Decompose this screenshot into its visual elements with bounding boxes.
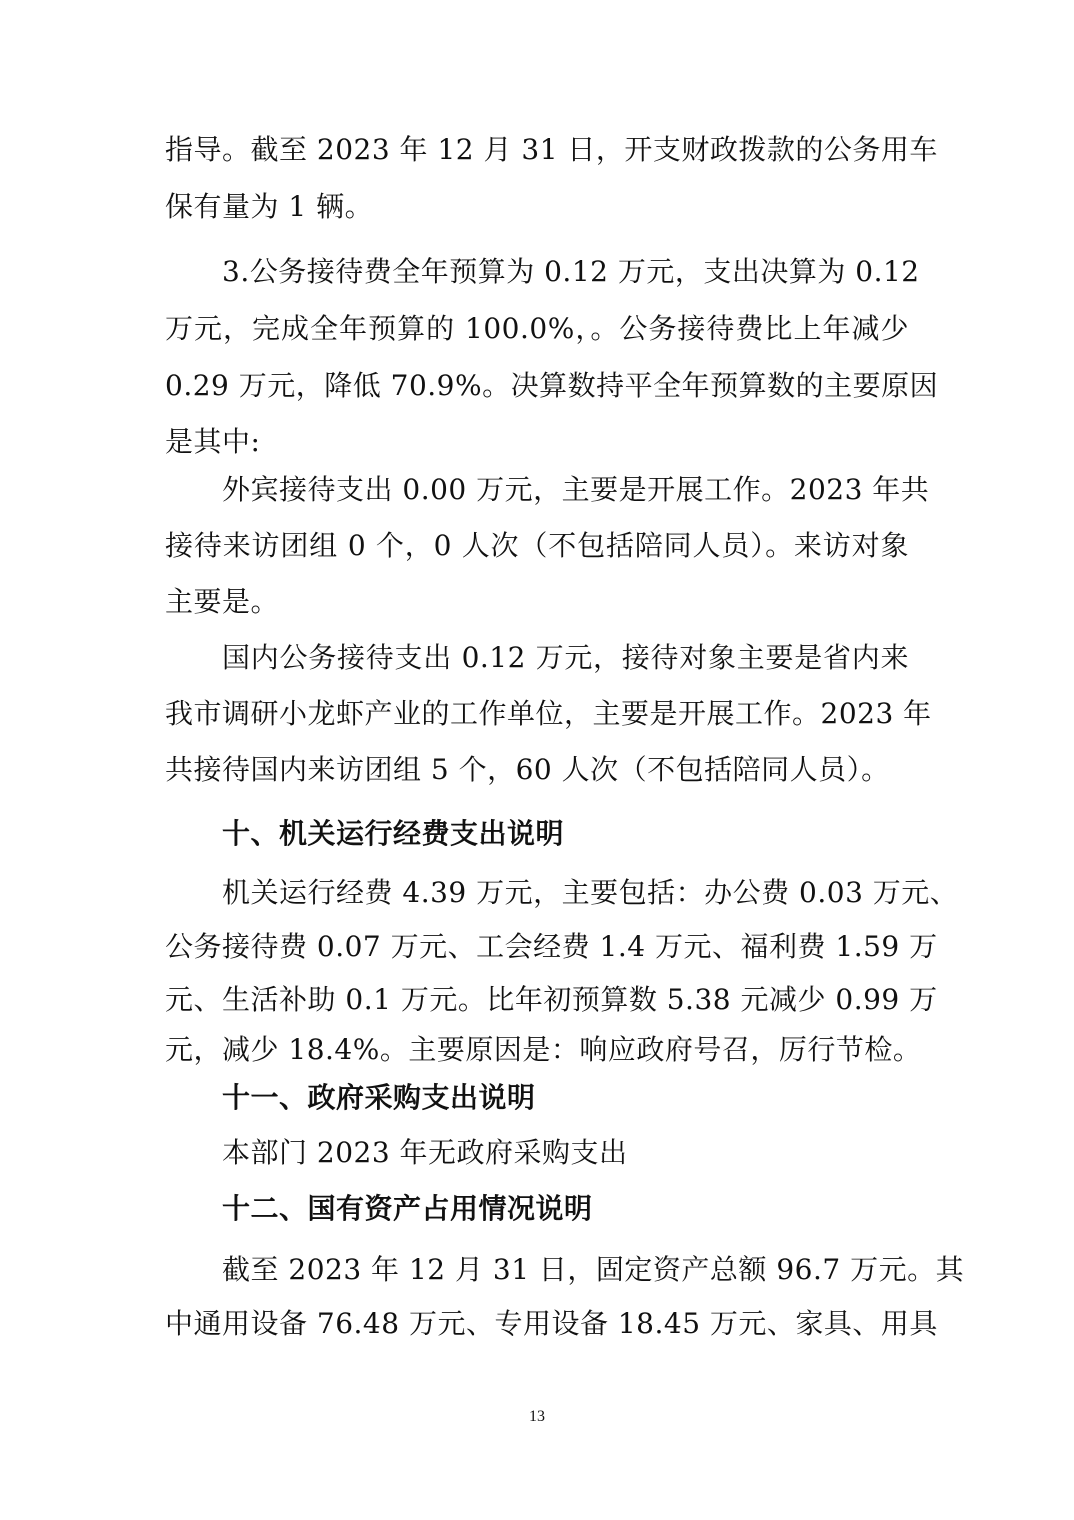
paragraph-line: 公务接待费 0.07 万元、工会经费 1.4 万元、福利费 1.59 万 [165,930,938,963]
paragraph-line: 元、生活补助 0.1 万元。比年初预算数 5.38 元减少 0.99 万 [165,983,938,1016]
paragraph-line: 万元，完成全年预算的 100.0%，。公务接待费比上年减少 [165,312,909,345]
paragraph-line: 元，减少 18.4%。主要原因是：响应政府号召，厉行节检。 [165,1033,922,1066]
paragraph-line: 外宾接待支出 0.00 万元，主要是开展工作。2023 年共 [222,473,930,506]
page-number: 13 [529,1408,545,1425]
paragraph-line: 接待来访团组 0 个，0 人次（不包括陪同人员）。来访对象 [165,529,909,562]
paragraph-line: 国内公务接待支出 0.12 万元，接待对象主要是省内来 [222,641,909,674]
section-heading: 十二、国有资产占用情况说明 [222,1192,593,1225]
section-heading: 十、机关运行经费支出说明 [222,817,565,850]
paragraph-line: 中通用设备 76.48 万元、专用设备 18.45 万元、家具、用具 [165,1307,938,1340]
paragraph-line: 保有量为 1 辆。 [165,190,374,223]
paragraph-line: 3.公务接待费全年预算为 0.12 万元，支出决算为 0.12 [222,255,920,288]
paragraph-line: 主要是。 [165,585,280,618]
paragraph-line: 0.29 万元，降低 70.9%。决算数持平全年预算数的主要原因 [165,369,939,402]
paragraph-line: 是其中: [165,425,261,458]
paragraph-line: 机关运行经费 4.39 万元，主要包括：办公费 0.03 万元、 [222,876,959,909]
paragraph-line: 共接待国内来访团组 5 个，60 人次（不包括陪同人员）。 [165,753,890,786]
paragraph-line: 截至 2023 年 12 月 31 日，固定资产总额 96.7 万元。其 [222,1253,965,1286]
paragraph-line: 本部门 2023 年无政府采购支出 [222,1136,628,1169]
paragraph-line: 我市调研小龙虾产业的工作单位，主要是开展工作。2023 年 [165,697,932,730]
paragraph-line: 指导。截至 2023 年 12 月 31 日，开支财政拨款的公务用车 [165,133,938,166]
section-heading: 十一、政府采购支出说明 [222,1081,536,1114]
